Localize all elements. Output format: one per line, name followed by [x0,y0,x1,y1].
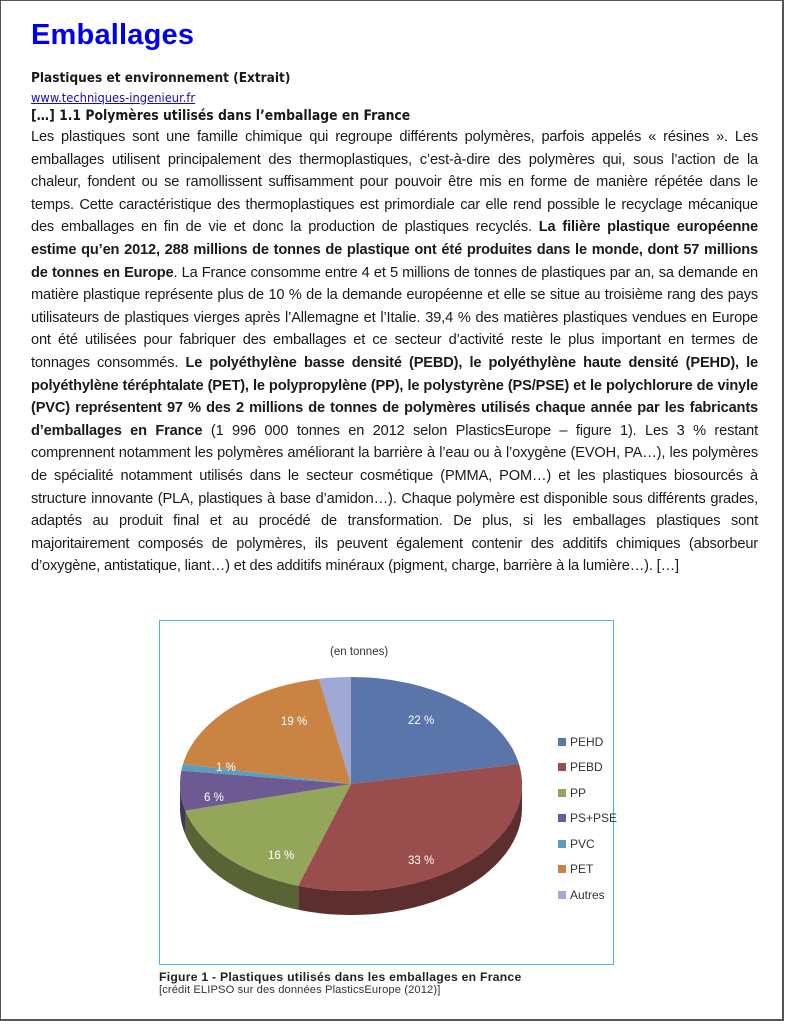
legend-swatch-icon [558,789,566,797]
caption-credit: [crédit ELIPSO sur des données PlasticsEurope (2012)] [159,984,441,996]
slice-label: 6 % [204,792,224,804]
legend-label: PS+PSE [570,811,618,826]
legend-item [558,806,617,832]
bold-run: La filière plastique européenne estime qu’en 2012, 288 millions de tonnes de plastique ont été produites dans le monde, dont 57 millions de tonnes en Europe [31,219,759,281]
slice-label: 22 % [408,715,435,727]
slice-label: 1 % [216,762,236,774]
source-link[interactable]: www.techniques-ingenieur.fr [31,91,196,106]
legend-item [558,882,617,908]
caption-title: Figure 1 - Plastiques utilisés dans les emballages en France [159,970,522,984]
legend-label: PEHD [570,734,604,749]
legend-swatch-icon [558,891,566,899]
article-subtitle: Plastiques et environnement (Extrait) [31,70,291,86]
document-body [31,18,758,578]
slice-label: 33 % [408,855,435,867]
text-run: (1 996 000 tonnes en 2012 selon PlasticsEurope – figure 1). Les 3 % restant comprennent notamment les polymères améliorant la barrière à l’eau ou à l’oxygène (EVOH, PA…), les polymères de spécialité notamment utilisés dans le secteur cosmétique (PMMA, POM…) et les plastiques biosourcés à structure innovante (PLA, plastiques à base d’amidon…). Chaque polymère est disponible sous différents grades, adaptés au produit final et au procédé de transformation. De plus, si les emballages plastiques sont majoritairement composés de polymères, ils peuvent également contenir des additifs chimiques (absorbeur d’oxygène, antistatique, liant…) et des additifs minéraux (pigment, charge, barrière à la lumière…). […] [31,422,758,575]
legend-item [558,755,617,781]
pie-chart [178,629,618,954]
body-paragraph [31,126,758,578]
pie-chart-graphic [178,629,603,954]
legend-label: PET [570,862,594,877]
page-title: Emballages [31,19,195,51]
chart-legend [558,729,617,908]
legend-swatch-icon [558,840,566,848]
legend-swatch-icon [558,814,566,822]
text-run: . La France consomme entre 4 et 5 millions de tonnes de plastiques par an, sa demande en matière plastique représente plus de 10 % de la demande européenne et elle se situe au troisième rang des pays utilisateurs de plastiques vierges après l’Allemagne et l’Italie. 39,4 % des matières plastiques vendues en Europe ont été utilisées pour fabriquer des emballages et ce secteur d’activité reste le plus important en termes de tonnages consommés. [31,264,759,371]
legend-label: PVC [570,836,595,851]
legend-item [558,729,617,755]
slice-label: 16 % [268,850,295,862]
legend-swatch-icon [558,865,566,873]
slice-label: 3 % [333,667,353,679]
section-heading: […] 1.1 Polymères utilisés dans l’emballage en France [31,108,411,124]
unit-label: (en tonnes) [330,646,389,658]
figure-caption [159,970,619,997]
legend-item [558,831,617,857]
bold-run: Le polyéthylène basse densité (PEBD), le polyéthylène haute densité (PEHD), le polyéthylène téréphtalate (PET), le polypropylène (PP), le polystyrène (PS/PSE) et le polychlorure de vinyle (PVC) représentent 97 % des 2 millions de tonnes de polymères utilisés chaque année par les fabricants d’emballages en France [31,354,759,439]
legend-swatch-icon [558,763,566,771]
figure-1-box [159,620,618,965]
legend-item [558,780,617,806]
legend-swatch-icon [558,738,566,746]
text-run: Les plastiques sont une famille chimique qui regroupe différents polymères, parfois appelés « résines ». Les emballages utilisent principalement des thermoplastiques, c’est-à-dire des polymères qui, sous l’action de la chaleur, fondent ou se ramollissent suffisamment pour pouvoir être mis en forme de manière répétée dans le temps. Cette caractéristique des thermoplastiques est primordiale car elle rend possible le recyclage mécanique des emballages en fin de vie et donc la production de plastiques recyclés. [31,129,758,236]
legend-label: Autres [570,887,605,902]
legend-item [558,857,617,883]
slice-label: 19 % [281,716,308,728]
legend-label: PP [570,785,587,800]
legend-label: PEBD [570,760,603,775]
